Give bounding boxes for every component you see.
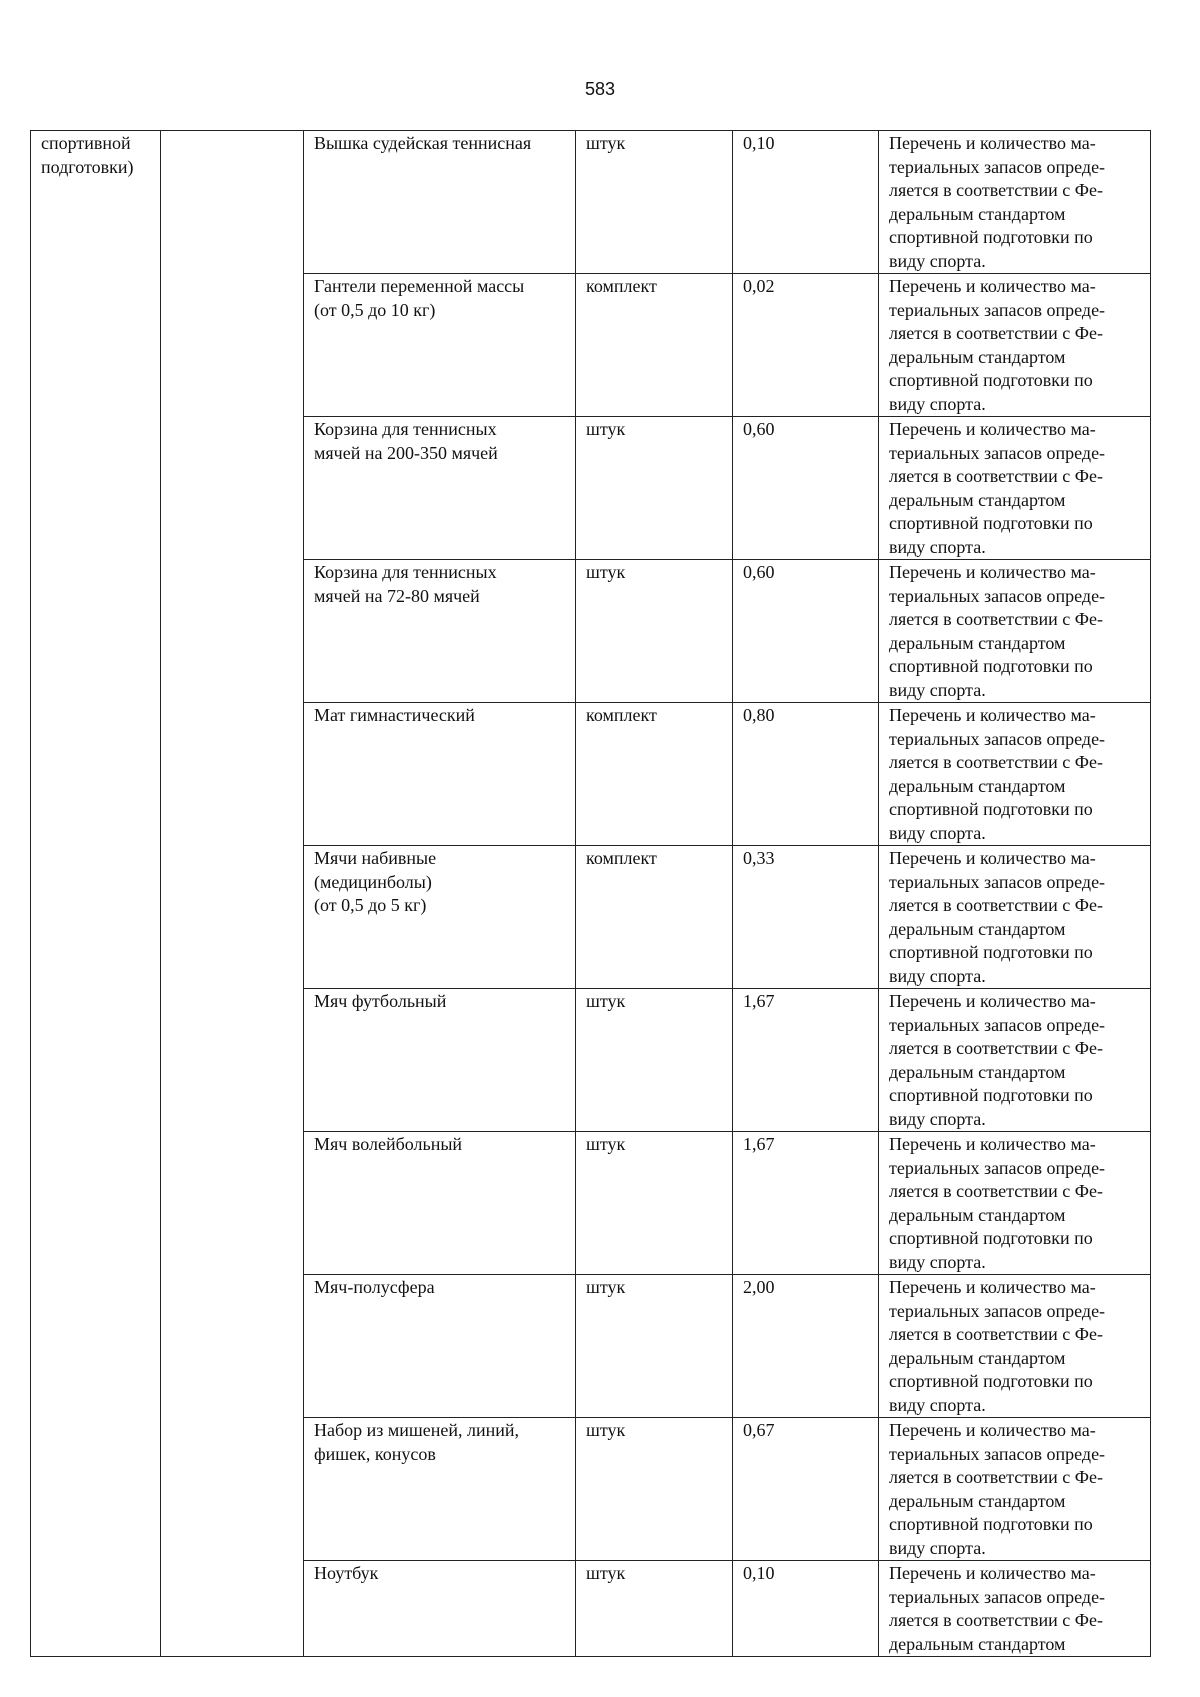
- note-cell: Перечень и количество ма- териальных запасов опреде- ляется в соответствии с Фе- деральным стандартом спортивной подготовки по виду спорта.: [879, 560, 1151, 703]
- note-cell: Перечень и количество ма- териальных запасов опреде- ляется в соответствии с Фе- деральным стандартом спортивной подготовки по виду спорта.: [879, 274, 1151, 417]
- quantity-cell: 0,10: [733, 131, 879, 274]
- note-cell: Перечень и количество ма- териальных запасов опреде- ляется в соответствии с Фе- деральным стандартом спортивной подготовки по виду спорта.: [879, 1418, 1151, 1561]
- equipment-name-cell: Мат гимнастический: [304, 703, 576, 846]
- quantity-cell: 0,02: [733, 274, 879, 417]
- equipment-name-cell: Гантели переменной массы (от 0,5 до 10 кг): [304, 274, 576, 417]
- quantity-cell: 0,60: [733, 560, 879, 703]
- quantity-cell: 0,33: [733, 846, 879, 989]
- quantity-cell: 2,00: [733, 1275, 879, 1418]
- unit-cell: комплект: [576, 703, 733, 846]
- note-cell: Перечень и количество ма- териальных запасов опреде- ляется в соответствии с Фе- деральным стандартом спортивной подготовки по виду спорта.: [879, 417, 1151, 560]
- equipment-table: [30, 130, 1151, 1657]
- quantity-cell: 0,80: [733, 703, 879, 846]
- unit-cell: штук: [576, 1418, 733, 1561]
- quantity-cell: 0,10: [733, 1561, 879, 1657]
- equipment-name-cell: Вышка судейская теннисная: [304, 131, 576, 274]
- note-cell: Перечень и количество ма- териальных запасов опреде- ляется в соответствии с Фе- деральным стандартом: [879, 1561, 1151, 1657]
- unit-cell: штук: [576, 1132, 733, 1275]
- quantity-cell: 1,67: [733, 989, 879, 1132]
- unit-cell: комплект: [576, 846, 733, 989]
- unit-cell: штук: [576, 560, 733, 703]
- note-cell: Перечень и количество ма- териальных запасов опреде- ляется в соответствии с Фе- деральным стандартом спортивной подготовки по виду спорта.: [879, 1132, 1151, 1275]
- unit-cell: штук: [576, 417, 733, 560]
- table-body: [31, 131, 1151, 1657]
- page-number: 583: [584, 79, 616, 99]
- unit-cell: комплект: [576, 274, 733, 417]
- unit-cell: штук: [576, 989, 733, 1132]
- note-cell: Перечень и количество ма- териальных запасов опреде- ляется в соответствии с Фе- деральным стандартом спортивной подготовки по виду спорта.: [879, 703, 1151, 846]
- note-cell: Перечень и количество ма- териальных запасов опреде- ляется в соответствии с Фе- деральным стандартом спортивной подготовки по виду спорта.: [879, 989, 1151, 1132]
- note-cell: Перечень и количество ма- териальных запасов опреде- ляется в соответствии с Фе- деральным стандартом спортивной подготовки по виду спорта.: [879, 1275, 1151, 1418]
- equipment-name-cell: Ноутбук: [304, 1561, 576, 1657]
- equipment-name-cell: Корзина для теннисных мячей на 200-350 мячей: [304, 417, 576, 560]
- quantity-cell: 1,67: [733, 1132, 879, 1275]
- equipment-name-cell: Мяч волейбольный: [304, 1132, 576, 1275]
- note-cell: Перечень и количество ма- териальных запасов опреде- ляется в соответствии с Фе- деральным стандартом спортивной подготовки по виду спорта.: [879, 131, 1151, 274]
- note-cell: Перечень и количество ма- териальных запасов опреде- ляется в соответствии с Фе- деральным стандартом спортивной подготовки по виду спорта.: [879, 846, 1151, 989]
- quantity-cell: 0,67: [733, 1418, 879, 1561]
- equipment-name-cell: Набор из мишеней, линий, фишек, конусов: [304, 1418, 576, 1561]
- unit-cell: штук: [576, 1561, 733, 1657]
- table-row: [31, 131, 1151, 274]
- unit-cell: штук: [576, 1275, 733, 1418]
- empty-column-cell: [161, 131, 304, 1657]
- equipment-name-cell: Мяч-полусфера: [304, 1275, 576, 1418]
- quantity-cell: 0,60: [733, 417, 879, 560]
- section-label-cell: спортивной подготовки): [31, 131, 161, 1657]
- unit-cell: штук: [576, 131, 733, 274]
- equipment-name-cell: Корзина для теннисных мячей на 72-80 мячей: [304, 560, 576, 703]
- equipment-name-cell: Мяч футбольный: [304, 989, 576, 1132]
- equipment-name-cell: Мячи набивные (медицинболы) (от 0,5 до 5 кг): [304, 846, 576, 989]
